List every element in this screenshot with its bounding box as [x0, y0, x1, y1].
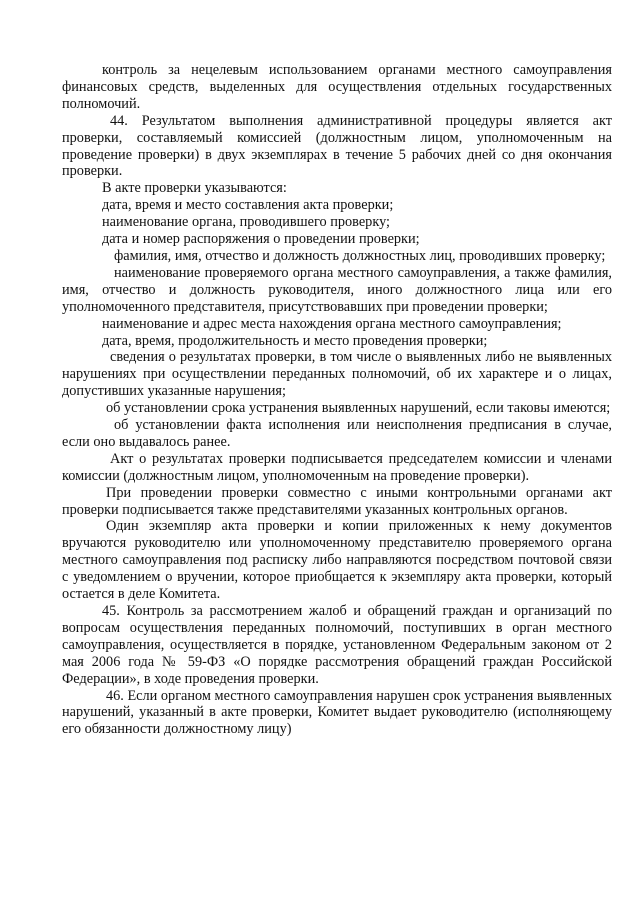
paragraph-p0: контроль за нецелевым использованием органами местного самоуправления финансовых средств, выделенных для осуществления отдельных государственных полномочий.: [62, 62, 612, 112]
paragraph-p15: Один экземпляр акта проверки и копии приложенных к нему документов вручаются руководителю или уполномоченному представителю проверяемого органа местного самоуправления под расписку либо направляются посредством почтовой связи с уведомлением о вручении, которое приобщается к экземпляру акта проверки, который остается в деле Комитета.: [62, 518, 612, 603]
list-item: дата и номер распоряжения о проведении проверки;: [102, 231, 420, 248]
paragraph-p14: При проведении проверки совместно с иными контрольными органами акт проверки подписывается также представителями указанных контрольных органов.: [62, 484, 612, 518]
list-item: сведения о результатах проверки, в том числе о выявленных либо не выявленных нарушениях при осуществлении переданных полномочий, об их характере и о лицах, допустивших указанные нарушения;: [62, 349, 612, 400]
list-item: фамилия, имя, отчество и должность должностных лиц, проводивших проверку;: [114, 247, 606, 264]
list-item: наименование проверяемого органа местного самоуправления, а также фамилия, имя, отчество и должность руководителя, иного должностного лица или его уполномоченного представителя, присутствовавших при проведении проверки;: [62, 264, 612, 315]
list-item: дата, время и место составления акта проверки;: [102, 197, 394, 214]
paragraph-p1: 44. Результатом выполнения административной процедуры является акт проверки, составляемый комиссией (должностным лицом, уполномоченным на проведение проверки) в двух экземплярах в течение 5 рабочих дней со дня окончания проверки.: [62, 112, 612, 180]
list-item: об установлении факта исполнения или неисполнения предписания в случае, если оно выдавалось ранее.: [62, 417, 612, 450]
list-item: дата, время, продолжительность и место проведения проверки;: [102, 332, 488, 349]
list-item: наименование органа, проводившего проверку;: [102, 214, 391, 231]
document-page: [62, 62, 612, 738]
list-item: наименование и адрес места нахождения органа местного самоуправления;: [102, 315, 562, 332]
paragraph-p17: 46. Если органом местного самоуправления нарушен срок устранения выявленных нарушений, указанный в акте проверки, Комитет выдает руководителю (исполняющему его обязанности должностному лицу): [62, 687, 612, 738]
paragraph-p13: Акт о результатах проверки подписывается председателем комиссии и членами комиссии (должностным лицом, уполномоченным на проведение проверки).: [62, 450, 612, 484]
paragraph-p2: В акте проверки указываются:: [102, 180, 287, 197]
paragraph-p16: 45. Контроль за рассмотрением жалоб и обращений граждан и организаций по вопросам осуществления переданных полномочий, поступивших в орган местного самоуправления, осуществляется в порядке, установленном Федеральным законом от 2 мая 2006 года № 59-ФЗ «О порядке рассмотрения обращений граждан Российской Федерации», в ходе проведения проверки.: [62, 603, 612, 687]
list-item: об установлении срока устранения выявленных нарушений, если таковы имеются;: [106, 400, 611, 417]
